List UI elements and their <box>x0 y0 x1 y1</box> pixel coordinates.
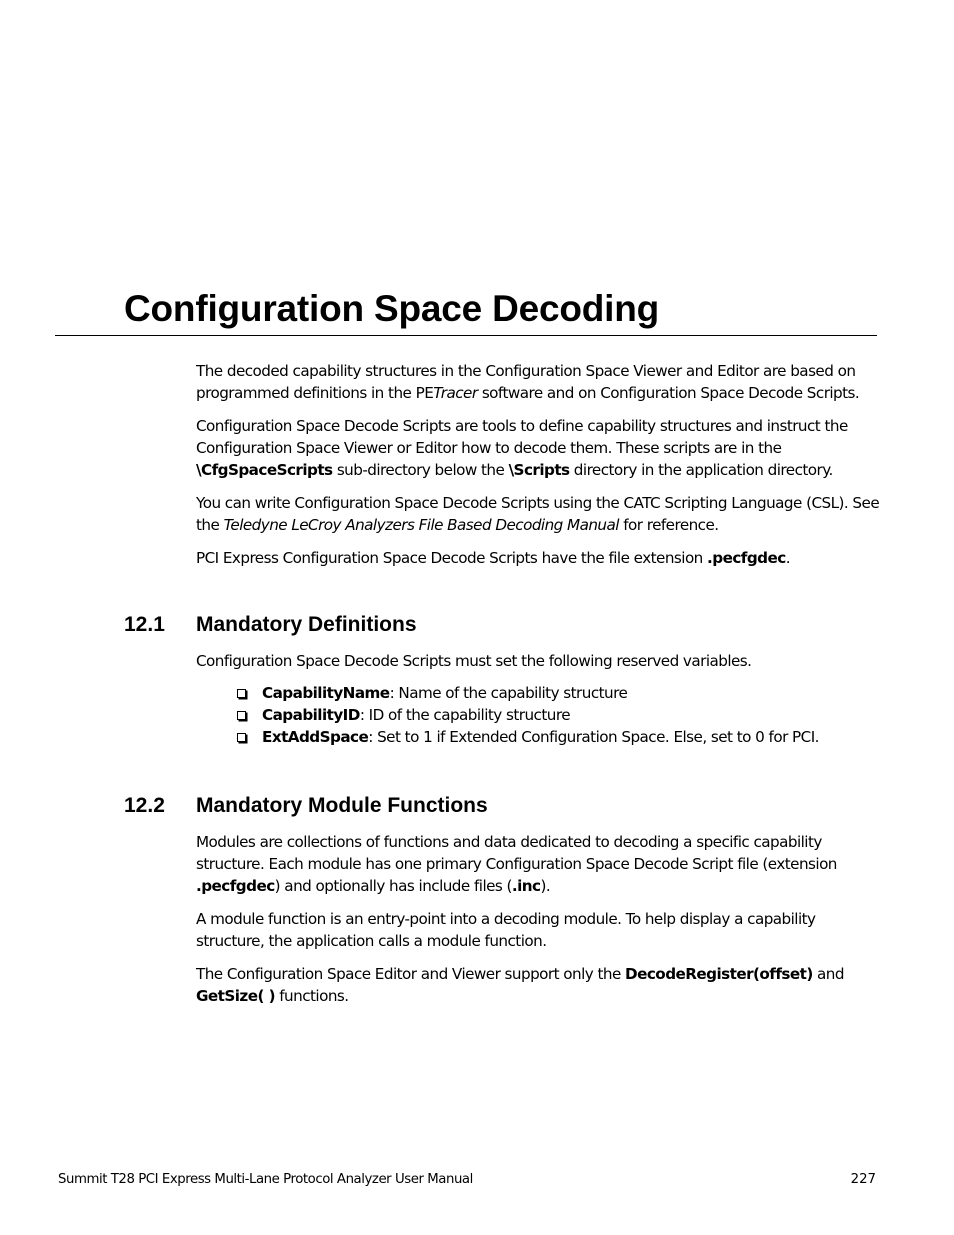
section-2-number: 12.2 <box>124 794 165 817</box>
section-2-paragraph-2: A module function is an entry-point into a decoding module. To help display a capability structure, the application calls a module function. <box>196 910 816 950</box>
footer-page-number: 227 <box>850 1172 876 1187</box>
intro-paragraph-1 <box>196 360 886 404</box>
section-2-paragraph-1 <box>196 831 886 897</box>
s2-p1-text-mid: ) and optionally has include files ( <box>274 877 512 895</box>
section-2-title: Mandatory Module Functions <box>196 794 488 817</box>
variable-description: : ID of the capability structure <box>359 706 570 724</box>
section-2-heading <box>124 793 488 819</box>
intro-paragraph-2 <box>196 415 886 481</box>
section-1-number: 12.1 <box>124 613 165 636</box>
s2-p3-text-mid: and <box>812 965 844 983</box>
variable-description: : Set to 1 if Extended Configuration Space. Else, set to 0 for PCI. <box>368 728 819 746</box>
intro-p2-text-mid: sub-directory below the <box>332 461 509 479</box>
getsize-function: GetSize( ) <box>196 987 275 1005</box>
list-item <box>196 704 886 726</box>
intro-block <box>196 360 886 580</box>
intro-p1-text-end: software and on Configuration Space Decode Scripts. <box>477 384 860 402</box>
intro-p3-text-end: for reference. <box>618 516 719 534</box>
checkbox-bullet-icon <box>237 733 246 742</box>
chapter-title: Configuration Space Decoding <box>124 288 660 329</box>
intro-p4-text: PCI Express Configuration Space Decode Scripts have the file extension <box>196 549 708 567</box>
tracer-italic: Tracer <box>433 384 478 402</box>
variable-description: : Name of the capability structure <box>389 684 628 702</box>
intro-p1-text: The decoded capability structures in the Configuration Space Viewer and Editor are based on programmed definitions in the PE <box>196 362 856 402</box>
section-1-title: Mandatory Definitions <box>196 613 417 636</box>
intro-paragraph-4 <box>196 547 886 569</box>
intro-p3-text: You can write Configuration Space Decode Scripts using the CATC Scripting Language (CSL). See the <box>196 494 880 534</box>
section-2-body <box>196 831 886 1018</box>
cfgspacescripts-path: \CfgSpaceScripts <box>196 461 333 479</box>
section-1-body <box>196 650 886 748</box>
list-item <box>196 726 886 748</box>
intro-p2-text-end: directory in the application directory. <box>569 461 833 479</box>
variable-name: CapabilityName <box>262 684 390 702</box>
s2-p1-text: Modules are collections of functions and data dedicated to decoding a specific capability structure. Each module has one primary Configuration Space Decode Script file (extension <box>196 833 837 873</box>
inc-extension: .inc <box>511 877 541 895</box>
scripts-path: \Scripts <box>508 461 570 479</box>
section-2-paragraph-3 <box>196 963 886 1007</box>
pecfgdec-extension: .pecfgdec <box>196 877 275 895</box>
variable-name: CapabilityID <box>262 706 360 724</box>
title-underline-rule <box>55 335 877 336</box>
pecfgdec-extension: .pecfgdec <box>707 549 786 567</box>
intro-p4-period: . <box>785 549 790 567</box>
manual-reference-italic: Teledyne LeCroy Analyzers File Based Decoding Manual <box>223 516 619 534</box>
section-1-intro: Configuration Space Decode Scripts must set the following reserved variables. <box>196 652 752 670</box>
decoderegister-function: DecodeRegister(offset) <box>625 965 813 983</box>
s2-p3-text: The Configuration Space Editor and Viewer support only the <box>196 965 626 983</box>
s2-p1-text-end: ). <box>540 877 551 895</box>
intro-paragraph-3 <box>196 492 886 536</box>
reserved-variables-list <box>196 682 886 748</box>
variable-name: ExtAddSpace <box>262 728 369 746</box>
section-1-heading <box>124 612 417 638</box>
intro-p2-text: Configuration Space Decode Scripts are tools to define capability structures and instruct the Configuration Space Viewer or Editor how to decode them. These scripts are in the <box>196 417 848 457</box>
footer-manual-title: Summit T28 PCI Express Multi-Lane Protocol Analyzer User Manual <box>58 1172 473 1187</box>
s2-p3-text-end: functions. <box>274 987 349 1005</box>
checkbox-bullet-icon <box>237 689 246 698</box>
checkbox-bullet-icon <box>237 711 246 720</box>
list-item <box>196 682 886 704</box>
